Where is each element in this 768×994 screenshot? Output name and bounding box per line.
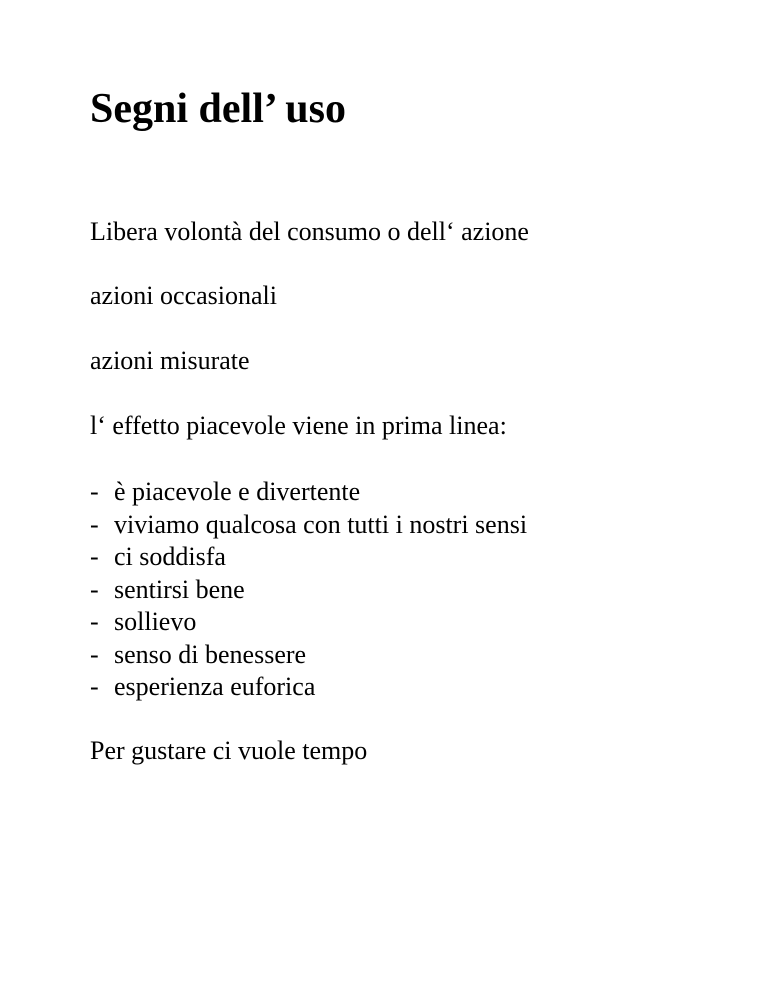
dash-marker: - (90, 542, 99, 571)
list-item-text: è piacevole e divertente (114, 477, 361, 506)
paragraph-libera-volonta: Libera volontà del consumo o dell‘ azione (90, 217, 529, 246)
list-item-text: senso di benessere (114, 639, 307, 669)
dash-marker: - (90, 574, 99, 604)
list-item-text: viviamo qualcosa con tutti i nostri sensi (114, 509, 528, 539)
paragraph-azioni-occasionali: azioni occasionali (90, 281, 277, 310)
dash-marker: - (90, 477, 99, 506)
list-item-text: sentirsi bene (114, 574, 245, 604)
list-item (90, 574, 527, 607)
dash-marker: - (90, 509, 99, 539)
list-item (90, 541, 527, 574)
list-item (90, 606, 527, 639)
paragraph-effetto-piacevole: l‘ effetto piacevole viene in prima linea: (90, 411, 507, 440)
paragraph-azioni-misurate: azioni misurate (90, 346, 250, 375)
effects-list (90, 476, 527, 704)
list-item-text: ci soddisfa (114, 542, 226, 571)
dash-marker: - (90, 639, 99, 669)
list-item (90, 671, 527, 704)
dash-marker: - (90, 672, 99, 701)
list-item-text: sollievo (114, 607, 197, 636)
page-title: Segni dell’ uso (90, 86, 346, 132)
list-item (90, 509, 527, 542)
list-item (90, 639, 527, 672)
list-item (90, 476, 527, 509)
dash-marker: - (90, 607, 99, 636)
list-item-text: esperienza euforica (114, 672, 316, 701)
closing-paragraph: Per gustare ci vuole tempo (90, 736, 368, 765)
